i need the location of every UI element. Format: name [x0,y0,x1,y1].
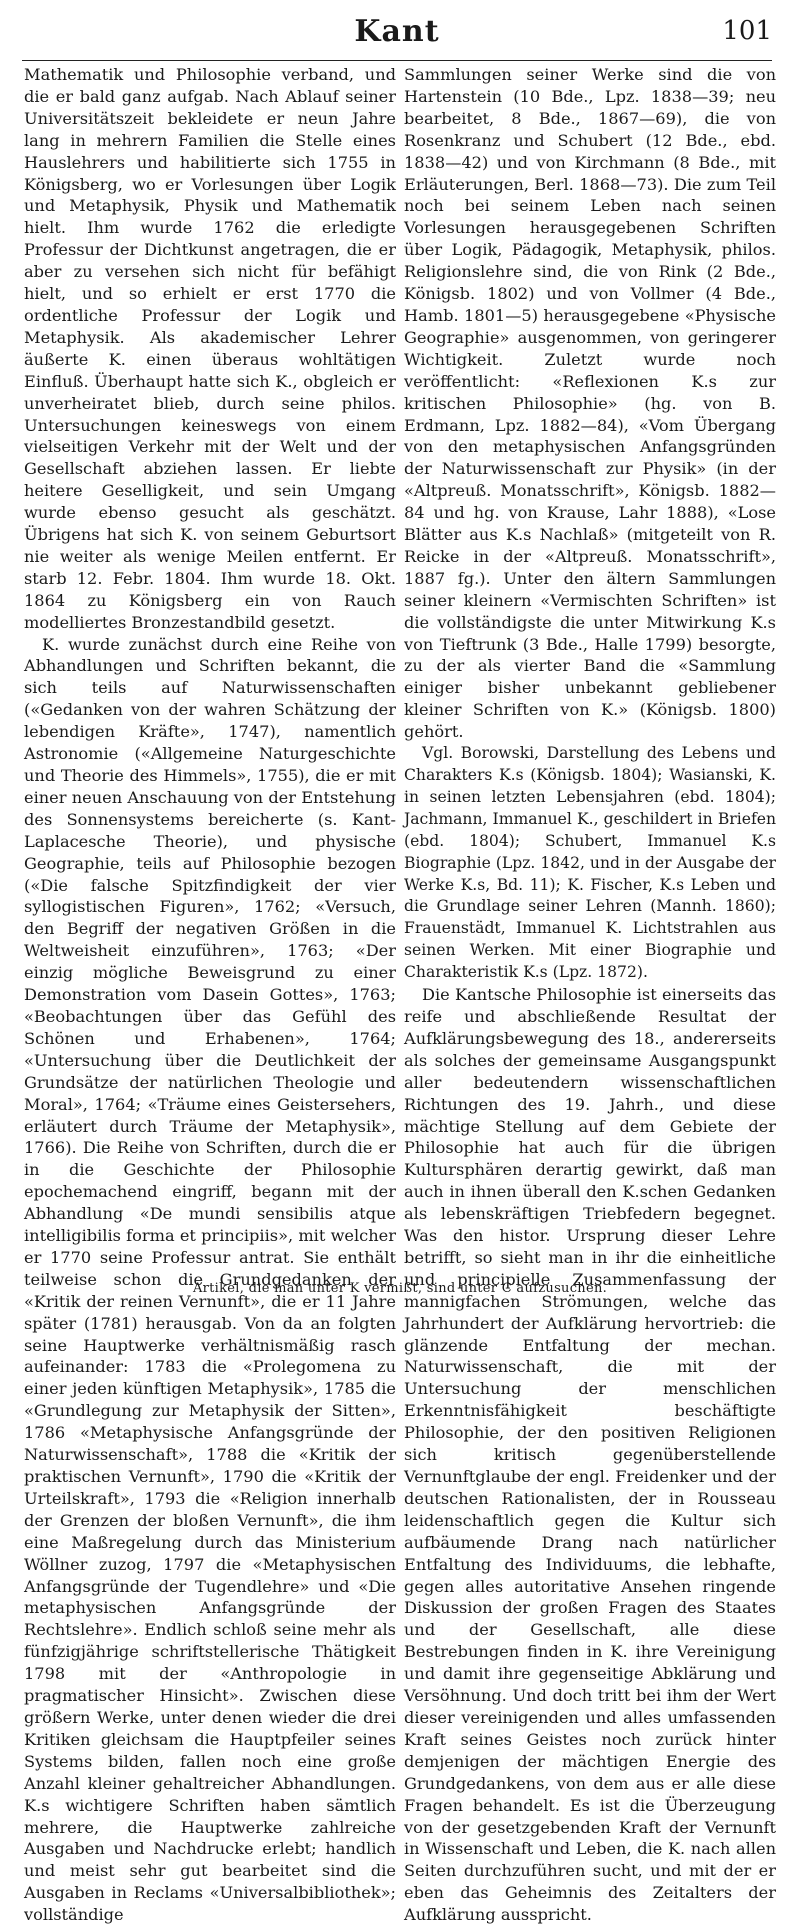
left-column [24,64,396,1925]
paragraph-kantian-philosophy: Die Kantsche Philosophie ist einerseits das reife und abschließende Resultat der Aufklärungsbewegung des 18., andererseits als solches der gemeinsame Ausgangspunkt aller bedeutendern wissenschaftlichen Richtungen des 19. Jahrh., und diese mächtige Stellung auf dem Gebiete der Philosophie hat auch für die übrigen Kultursphären derartig gewirkt, daß man auch in ihnen überall den K.schen Gedanken als lebenskräftigen Triebfedern begegnet. Was den histor. Ursprung dieser Lehre betrifft, so sieht man in ihr die einheitliche und principielle Zusammenfassung der mannigfachen Strömungen, welche das Jahrhundert der Aufklärung hervortrieb: die glänzende Entfaltung der mechan. Naturwissenschaft, die mit der Untersuchung der menschlichen Erkenntnisfähigkeit beschäftigte Philosophie, der den positiven Religionen sich kritisch gegenüberstellende Vernunftglaube der engl. Freidenker und der deutschen Rationalisten, der in Rousseau leidenschaftlich gegen die Kultur sich aufbäumende Drang nach natürlicher Entfaltung des Individuums, die lebhafte, gegen alles autoritative Ansehen ringende Diskussion der großen Fragen des Staates und der Gesellschaft, alle diese Bestrebungen finden in K. ihre Vereinigung und damit ihre gegenseitige Abklärung und Versöhnung. Und doch tritt bei ihm der Wert dieser vereinigenden und alles umfassenden Kraft seines Geistes noch zurück hinter demjenigen der mächtigen Energie des Grundgedankens, von dem aus er alle diese Fragen behandelt. Es ist die Überzeugung von der gesetzgebenden Kraft der Vernunft in Wissenschaft und Leben, die K. nach allen Seiten durchzuführen sucht, und mit der er eben das Geheimnis des Zeitalters der Aufklärung ausspricht. [404,985,776,1925]
paragraph-editions: Sammlungen seiner Werke sind die von Hartenstein (10 Bde., Lpz. 1838—39; neu bearbeitet, 8 Bde., 1867—69), die von Rosenkranz und Schubert (12 Bde., ebd. 1838—42) und von Kirchmann (8 Bde., mit Erläuterungen, Berl. 1868—73). Die zum Teil noch bei seinem Leben nach seinen Vorlesungen herausgegebenen Schriften über Logik, Pädagogik, Metaphysik, philos. Religionslehre sind, die von Rink (2 Bde., Königsb. 1802) und von Vollmer (4 Bde., Hamb. 1801—5) herausgegebene «Physische Geographie» ausgenommen, von geringerer Wichtigkeit. Zuletzt wurde noch veröffentlicht: «Reflexionen K.s zur kritischen Philosophie» (hg. von B. Erdmann, Lpz. 1882—84), «Vom Übergang von den metaphysischen Anfangsgründen der Naturwissenschaft zur Physik» (in der «Altpreuß. Monatsschrift», Königsb. 1882—84 und hg. von Krause, Lahr 1888), «Lose Blätter aus K.s Nachlaß» (mitgeteilt von R. Reicke in der «Altpreuß. Monatsschrift», 1887 fg.). Unter den ältern Sammlungen seiner kleinern «Vermischten Schriften» ist die vollständigste die unter Mitwirkung K.s von Tieftrunk (3 Bde., Halle 1799) besorgte, zu der als vierter Band die «Sammlung einiger bisher unbekannt gebliebener kleiner Schriften von K.» (Königsb. 1800) gehört. [404,65,776,742]
running-head-title: Kant [354,14,440,49]
page-footer-note: Artikel, die man unter K vermißt, sind unter C aufzusuchen. [192,1281,608,1296]
page-number: 101 [722,16,772,46]
paragraph-biography: Mathematik und Philosophie verband, und die er bald ganz aufgab. Nach Ablauf seiner Universitätszeit bekleidete er neun Jahre lang in mehrern Familien die Stelle eines Hauslehrers und habilitierte sich 1755 in Königsberg, wo er Vorlesungen über Logik und Metaphysik, Physik und Mathematik hielt. Ihm wurde 1762 die erledigte Professur der Dichtkunst angetragen, die er aber zu versehen sich nicht für befähigt hielt, und so erhielt er erst 1770 die ordentliche Professur der Logik und Metaphysik. Als akademischer Lehrer äußerte K. einen überaus wohltätigen Einfluß. Überhaupt hatte sich K., obgleich er unverheiratet blieb, durch seine philos. Untersuchungen keineswegs von einem vielseitigen Verkehr mit der Welt und der Gesellschaft abziehen lassen. Er liebte heitere Geselligkeit, und sein Umgang wurde ebenso gesucht als geschätzt. Übrigens hat sich K. von seinem Geburtsort nie weiter als wenige Meilen entfernt. Er starb 12. Febr. 1804. Ihm wurde 18. Okt. 1864 zu Königsberg ein von Rauch modelliertes Bronzestandbild gesetzt. [24,65,396,632]
paragraph-writings: K. wurde zunächst durch eine Reihe von Abhandlungen und Schriften bekannt, die sich teils auf Naturwissenschaften («Gedanken von der wahren Schätzung der lebendigen Kräfte», 1747), namentlich Astronomie («Allgemeine Naturgeschichte und Theorie des Himmels», 1755), die er mit einer neuen Anschauung von der Entstehung des Sonnensystems bereicherte (s. Kant-Laplacesche Theorie), und physische Geographie, teils auf Philosophie bezogen («Die falsche Spitzfindigkeit der vier syllogistischen Figuren», 1762; «Versuch, den Begriff der negativen Größen in die Weltweisheit einzuführen», 1763; «Der einzig mögliche Beweisgrund zu einer Demonstration vom Dasein Gottes», 1763; «Beobachtungen über das Gefühl des Schönen und Erhabenen», 1764; «Untersuchung über die Deutlichkeit der Grundsätze der natürlichen Theologie und Moral», 1764; «Träume eines Geistersehers, erläutert durch Träume der Metaphysik», 1766). Die Reihe von Schriften, durch die er in die Geschichte der Philosophie epochemachend eingriff, begann mit der Abhandlung «De mundi sensibilis atque intelligibilis forma et principiis», mit welcher er 1770 seine Professur antrat. Sie enthält teilweise schon die Grundgedanken der «Kritik der reinen Vernunft», die er 11 Jahre später (1781) herausgab. Von da an folgten seine Hauptwerke verhältnismäßig rasch aufeinander: 1783 die «Prolegomena zu einer jeden künftigen Metaphysik», 1785 die «Grundlegung zur Metaphysik der Sitten», 1786 «Metaphysische Anfangsgründe der Naturwissenschaft», 1788 die «Kritik der praktischen Vernunft», 1790 die «Kritik der Urteilskraft», 1793 die «Religion innerhalb der Grenzen der bloßen Vernunft», die ihm eine Maßregelung durch das Ministerium Wöllner zuzog, 1797 die «Metaphysischen Anfangsgründe der Tugendlehre» und «Die metaphysischen Anfangsgründe der Rechtslehre». Endlich schloß seine mehr als fünfzigjährige schriftstellerische Thätigkeit 1798 mit der «Anthropologie in pragmatischer Hinsicht». Zwischen diese größern Werke, unter denen wieder die drei Kritiken gleichsam die Hauptpfeiler seines Systems bilden, fallen noch eine große Anzahl kleiner gehaltreicher Abhandlungen. K.s wichtigere Schriften haben sämtlich mehrere, die Hauptwerke zahlreiche Ausgaben und Nachdrucke erlebt; handlich und meist sehr gut bearbeitet sind die Ausgaben in Reclams «Universalbibliothek»; vollständige [24,634,396,1925]
paragraph-bibliography: Vgl. Borowski, Darstellung des Lebens und Charakters K.s (Königsb. 1804); Wasianski, K. in seinen letzten Lebensjahren (ebd. 1804); Jachmann, Immanuel K., geschildert in Briefen (ebd. 1804); Schubert, Immanuel K.s Biographie (Lpz. 1842, und in der Ausgabe der Werke K.s, Bd. 11); K. Fischer, K.s Leben und die Grundlage seiner Lehren (Mannh. 1860); Frauenstädt, Immanuel K. Lichtstrahlen aus seinen Werken. Mit einer Biographie und Charakteristik K.s (Lpz. 1872). [404,744,776,982]
page-header [22,8,772,61]
right-column [404,64,776,1925]
